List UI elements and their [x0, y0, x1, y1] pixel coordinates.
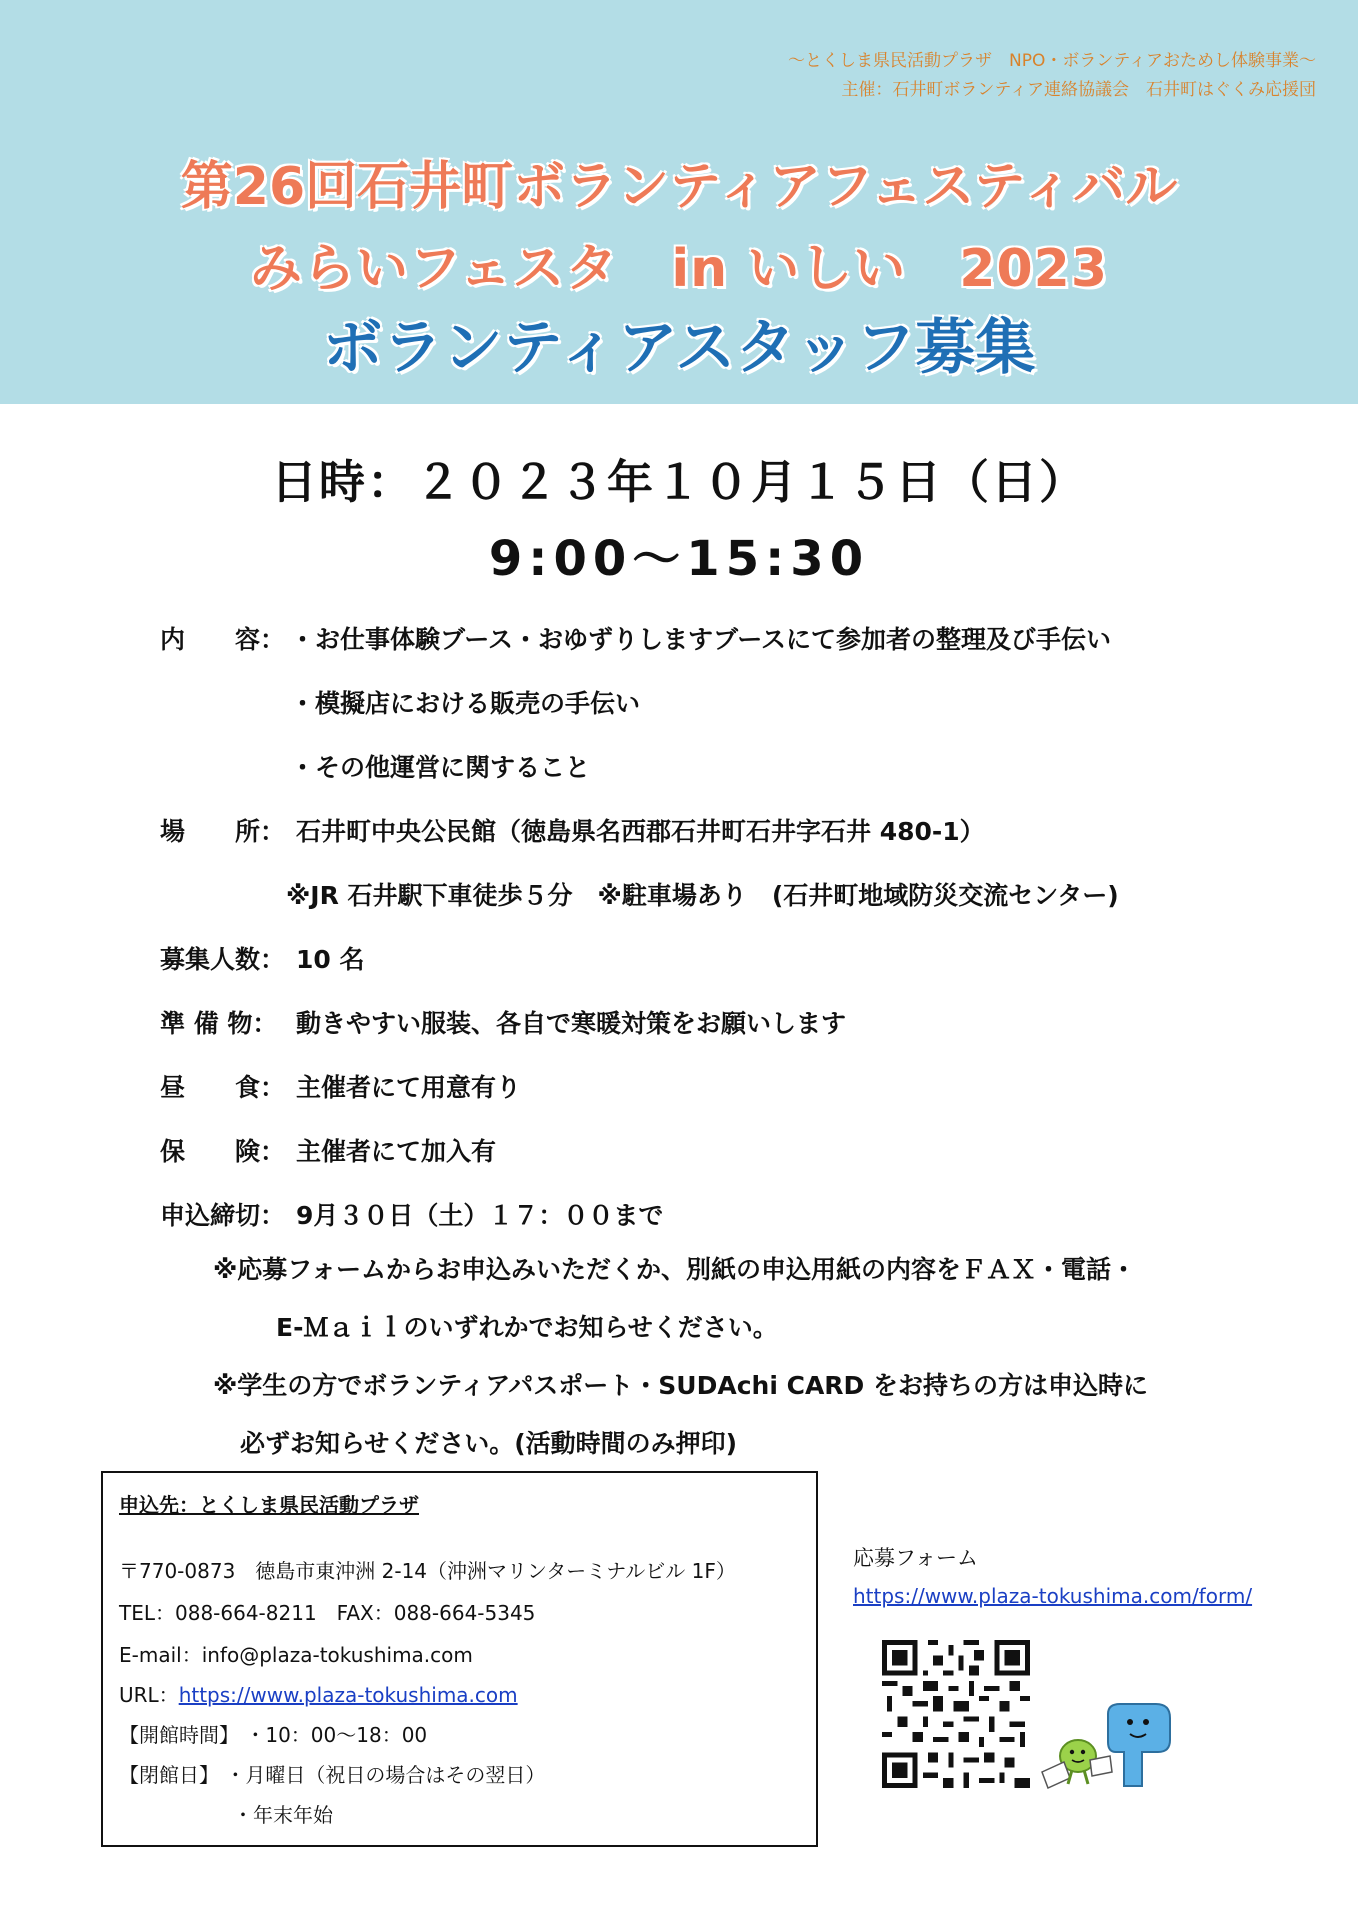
contact-address: 〒770-0873 徳島市東沖洲 2-14（沖洲マリンターミナルビル 1F）: [119, 1559, 736, 1583]
contact-title: 申込先：とくしま県民活動プラザ: [119, 1493, 419, 1517]
application-note-2b: 必ずお知らせください。(活動時間のみ押印): [240, 1429, 738, 1458]
closed-days-2: ・年末年始: [233, 1803, 333, 1827]
insurance-label: 保 険：: [160, 1137, 286, 1166]
place-label: 場 所：: [160, 817, 286, 846]
header-banner: [0, 0, 1358, 404]
closed-days: 【閉館日】 ・月曜日（祝日の場合はその翌日）: [119, 1763, 546, 1787]
organizer-line-1: 〜とくしま県民活動プラザ NPO・ボランティアおためし体験事業〜: [788, 51, 1316, 71]
capacity-value: 10 名: [296, 945, 365, 974]
application-note-2a: ※学生の方でボランティアパスポート・SUDAchi CARD をお持ちの方は申込時に: [213, 1371, 1149, 1400]
form-label: 応募フォーム: [853, 1546, 978, 1570]
deadline-label: 申込締切：: [160, 1201, 286, 1230]
items-value: 動きやすい服装、各自で寒暖対策をお願いします: [296, 1009, 847, 1038]
opening-hours: 【開館時間】 ・10：00〜18：00: [119, 1723, 428, 1747]
lunch-label: 昼 食：: [160, 1073, 286, 1102]
lunch-value: 主催者にて用意有り: [296, 1073, 522, 1102]
content-label: 内 容：: [160, 625, 286, 654]
content-item-2: ・模擬店における販売の手伝い: [290, 689, 641, 718]
capacity-label: 募集人数：: [160, 945, 286, 974]
form-url-link[interactable]: https://www.plaza-tokushima.com/form/: [853, 1584, 1253, 1608]
festival-title: 第26回石井町ボランティアフェスティバル: [180, 157, 1178, 217]
event-time: 9:00〜15:30: [488, 531, 870, 587]
contact-url-row: [119, 1679, 518, 1708]
deadline-value: 9月３０日（土）１７：００まで: [296, 1201, 664, 1230]
application-note-1a: ※応募フォームからお申込みいただくか、別紙の申込用紙の内容をＦＡＸ・電話・: [213, 1255, 1137, 1284]
event-date: 日時：２０２３年１０月１５日（日）: [271, 455, 1087, 509]
contact-phone-fax: TEL：088-664-8211 FAX：088-664-5345: [119, 1601, 536, 1625]
content-item-1: ・お仕事体験ブース・おゆずりしますブースにて参加者の整理及び手伝い: [290, 625, 1112, 654]
contact-box: [101, 1471, 818, 1847]
insurance-value: 主催者にて加入有: [296, 1137, 497, 1166]
recruitment-heading: ボランティアスタッフ募集: [322, 313, 1036, 383]
items-label: 準 備 物：: [160, 1009, 278, 1038]
application-note-1b: E-Ｍａｉｌのいずれかでお知らせください。: [276, 1313, 778, 1342]
qr-code[interactable]: [882, 1640, 1030, 1788]
contact-url-label: URL：: [119, 1683, 179, 1707]
festival-subtitle: みらいフェスタ in いしい 2023: [249, 239, 1109, 299]
mascot-illustration: [1038, 1700, 1183, 1795]
organizer-line-2: 主催：石井町ボランティア連絡協議会 石井町はぐくみ応援団: [841, 80, 1316, 100]
content-item-3: ・その他運営に関すること: [290, 753, 591, 782]
contact-url-link[interactable]: https://www.plaza-tokushima.com: [178, 1683, 518, 1707]
contact-email: E-mail：info@plaza-tokushima.com: [119, 1643, 473, 1667]
place-note: ※JR 石井駅下車徒歩５分 ※駐車場あり (石井町地域防災交流センター): [286, 881, 1119, 910]
place-value: 石井町中央公民館（徳島県名西郡石井町石井字石井 480-1）: [296, 817, 985, 846]
